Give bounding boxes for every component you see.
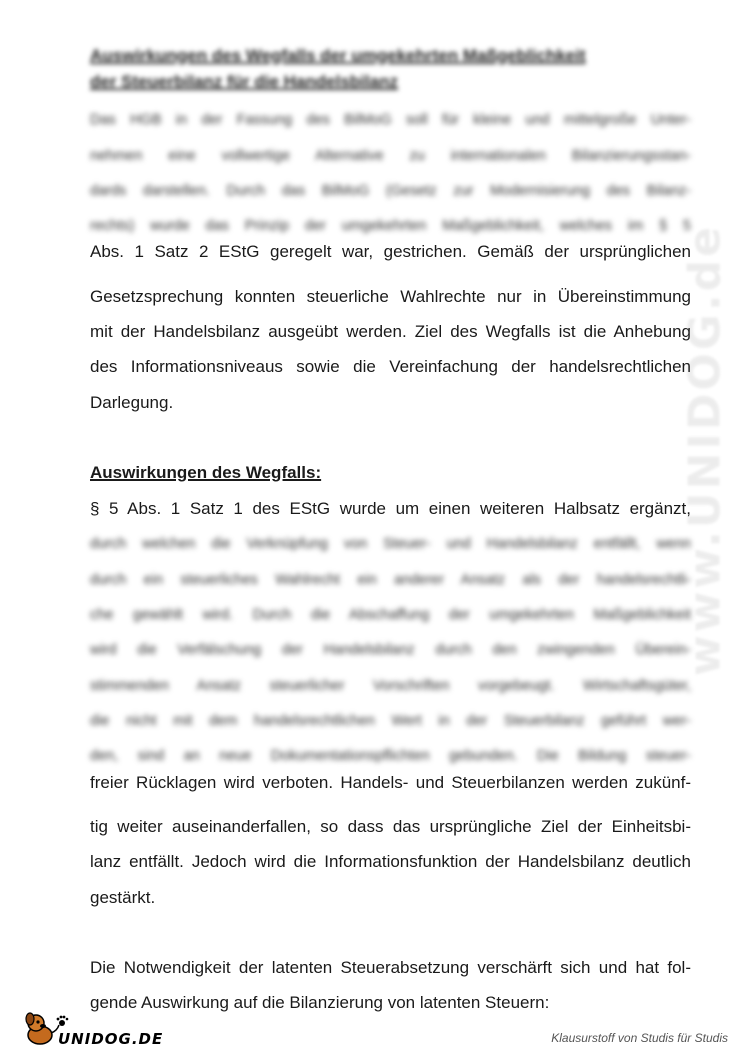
paragraph-2-line: gestärkt. — [90, 888, 156, 907]
paragraph-1-line: Das HGB in der Fassung des BilMoG soll für kleine und mittelgroße Unter- — [90, 112, 691, 128]
paw-icon — [56, 1015, 68, 1027]
paragraph-2-line: durch welchen die Verknüpfung von Steuer- und Handelsbilanz entfällt, wenn — [90, 536, 691, 552]
paragraph-2-line: den, sind an neue Dokumentationspflichten gebunden. Die Bildung steuer- — [90, 748, 691, 764]
paragraph-1-line: mit der Handelsbilanz ausgeübt werden. Ziel des Wegfalls ist die Anhebung — [90, 322, 691, 341]
watermark-text: www.UNIDOG.de — [679, 224, 731, 676]
unidog-logo — [22, 1011, 164, 1048]
paragraph-1-line: des Informationsniveaus sowie die Vereinfachung der handelsrechtlichen — [90, 357, 691, 376]
document-title-line-1: Auswirkungen des Wegfalls der umgekehrten Maßgeblichkeit — [90, 46, 586, 65]
document-title-line-2: der Steuerbilanz für die Handelsbilanz — [90, 72, 398, 91]
paragraph-2-line: die nicht mit dem handelsrechtlichen Wert in der Steuerbilanz geführt wer- — [90, 713, 691, 729]
paragraph-2-line: wird die Verfälschung der Handelsbilanz durch den zwingenden Überein- — [90, 642, 691, 658]
paragraph-1-line: nehmen eine vollwertige Alternative zu internationalen Bilanzierungsstan- — [90, 148, 691, 164]
paragraph-1-line: dards darstellen. Durch das BilMoG (Gesetz zur Modernisierung des Bilanz- — [90, 183, 691, 199]
paragraph-2-line: che gewählt wird. Durch die Abschaffung der umgekehrten Maßgeblichkeit — [90, 607, 691, 623]
paragraph-3-line: Die Notwendigkeit der latenten Steuerabsetzung verschärft sich und hat fol- — [90, 958, 691, 977]
watermark — [675, 170, 735, 730]
section-heading: Auswirkungen des Wegfalls: — [90, 463, 322, 482]
paragraph-2-line-partial: freier Rücklagen wird verboten. Handels- und Steuerbilanzen werden zukünf- — [90, 773, 691, 792]
paragraph-2-line: lanz entfällt. Jedoch wird die Informationsfunktion der Handelsbilanz deutlich — [90, 852, 691, 871]
paragraph-2-line: tig weiter auseinanderfallen, so dass das ursprüngliche Ziel der Einheitsbi- — [90, 817, 691, 836]
paragraph-3-line: gende Auswirkung auf die Bilanzierung von latenten Steuern: — [90, 993, 550, 1012]
paragraph-2-line: § 5 Abs. 1 Satz 1 des EStG wurde um einen weiteren Halbsatz ergänzt, — [90, 499, 691, 518]
footer-tagline: Klausurstoff von Studis für Studis — [551, 1031, 728, 1045]
paragraph-2-line: stimmenden Ansatz steuerlicher Vorschriften vorgebeugt. Wirtschaftsgüter, — [90, 678, 691, 694]
paragraph-1-line: Darlegung. — [90, 393, 174, 412]
logo-text: UNIDOG.DE — [58, 1030, 164, 1048]
paragraph-1-line: rechts) wurde das Prinzip der umgekehrten Maßgeblichkeit, welches im § 5 — [90, 218, 691, 234]
paragraph-1-line: Gesetzsprechung konnten steuerliche Wahlrechte nur in Übereinstimmung — [90, 287, 691, 306]
paragraph-2-line: durch ein steuerliches Wahlrecht ein anderer Ansatz als der handelsrechtli- — [90, 572, 691, 588]
paragraph-1-line-partial: Abs. 1 Satz 2 EStG geregelt war, gestrichen. Gemäß der ursprünglichen — [90, 242, 691, 261]
paragraph-2-line — [90, 773, 691, 802]
paragraph-1-line — [90, 242, 691, 272]
